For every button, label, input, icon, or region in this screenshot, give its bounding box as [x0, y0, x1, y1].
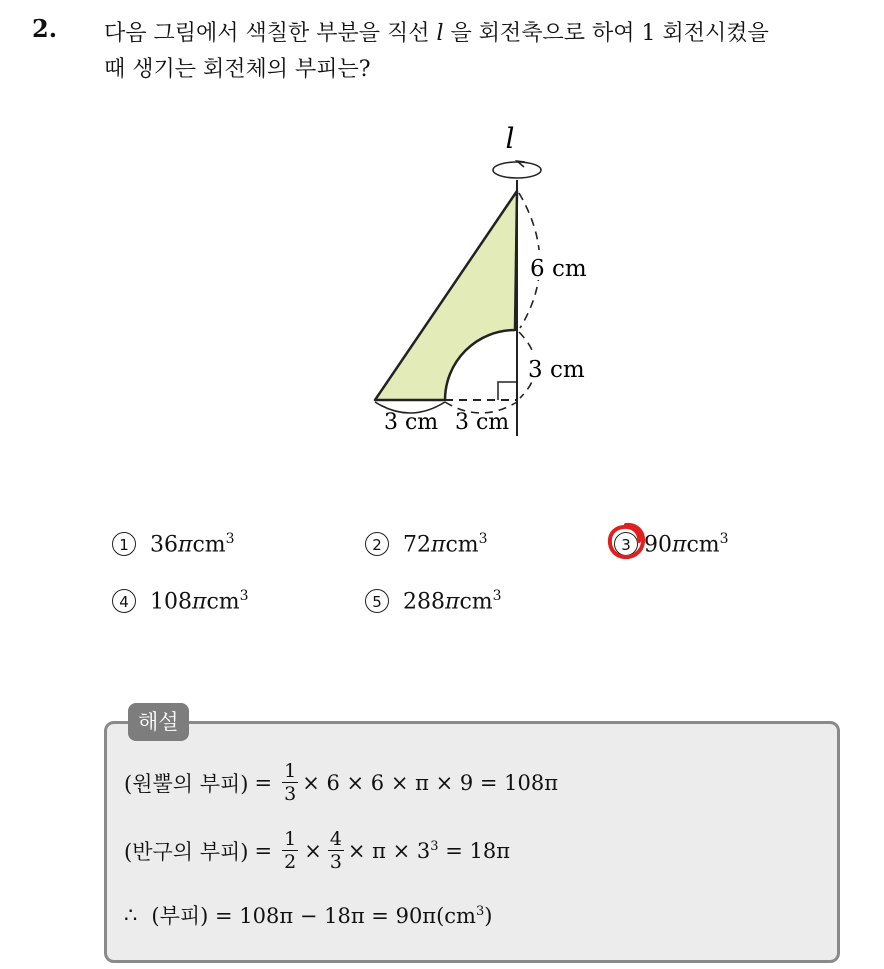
choice-value: 288πcm$^3$ — [403, 588, 502, 615]
hemisphere-volume-expression: × $\pi \times 3^3 = 18\pi$ — [347, 838, 511, 863]
selected-answer-circle-icon — [604, 519, 648, 563]
hemisphere-volume-label: (반구의 부피) — [124, 839, 249, 864]
solution-tag: 해설 — [128, 703, 189, 741]
fraction: $\frac{1}{2}$ — [284, 828, 297, 873]
label-3cm-vertical: 3 cm — [528, 357, 585, 383]
solution-line-1: (원뿔의 부피) = $\frac{1}{3}$ × 6 × 6 × π × 9 = 108π — [124, 760, 559, 805]
choice-number: 1 — [112, 532, 136, 556]
label-6cm: 6 cm — [530, 256, 587, 282]
choice-value: 108πcm$^3$ — [150, 588, 249, 615]
question-text-line1 — [104, 16, 769, 47]
total-volume-expression: (부피) = $108\pi - 18\pi = 90\pi(cm^3)$ — [151, 904, 493, 928]
shaded-region — [375, 191, 517, 400]
choice-number: 3 — [614, 532, 638, 556]
choice-5[interactable] — [365, 588, 502, 614]
fraction: $\frac{1}{3}$ — [284, 760, 297, 805]
rotation-arrow-icon — [493, 162, 541, 178]
question-text-pre: 다음 그림에서 색칠한 부분을 직선 — [104, 21, 437, 46]
rotation-figure — [360, 118, 620, 458]
choice-value: 72πcm$^3$ — [403, 531, 488, 558]
choice-number: 5 — [365, 589, 389, 613]
choice-2[interactable] — [365, 531, 488, 557]
question-number: 2. — [32, 14, 58, 43]
fraction: $\frac{4}{3}$ — [329, 828, 342, 873]
choice-value: 36πcm$^3$ — [150, 531, 235, 558]
label-3cm-right: 3 cm — [455, 410, 510, 435]
axis-label: l — [505, 122, 515, 155]
label-3cm-left: 3 cm — [384, 410, 439, 435]
axis-variable: l — [436, 21, 444, 46]
choice-4[interactable] — [112, 588, 249, 614]
cone-volume-expression: × 6 × 6 × π × 9 = 108π — [302, 770, 559, 795]
solution-line-3 — [124, 900, 492, 930]
choice-1[interactable] — [112, 531, 235, 557]
solution-line-2: (반구의 부피) = $\frac{1}{2}$ × $\frac{4}{3}$ × $\pi \times 3^3 = 18\pi$ — [124, 828, 511, 873]
choice-number: 2 — [365, 532, 389, 556]
right-angle-mark — [498, 382, 517, 400]
choice-number: 4 — [112, 589, 136, 613]
cone-volume-label: (원뿔의 부피) — [124, 771, 249, 796]
therefore-symbol: ∴ — [124, 903, 138, 927]
choice-value: 90πcm$^3$ — [644, 531, 729, 558]
question-text-line2: 때 생기는 회전체의 부피는? — [104, 57, 371, 82]
question-text-post: 을 회전축으로 하여 1 회전시켰을 — [443, 21, 769, 46]
